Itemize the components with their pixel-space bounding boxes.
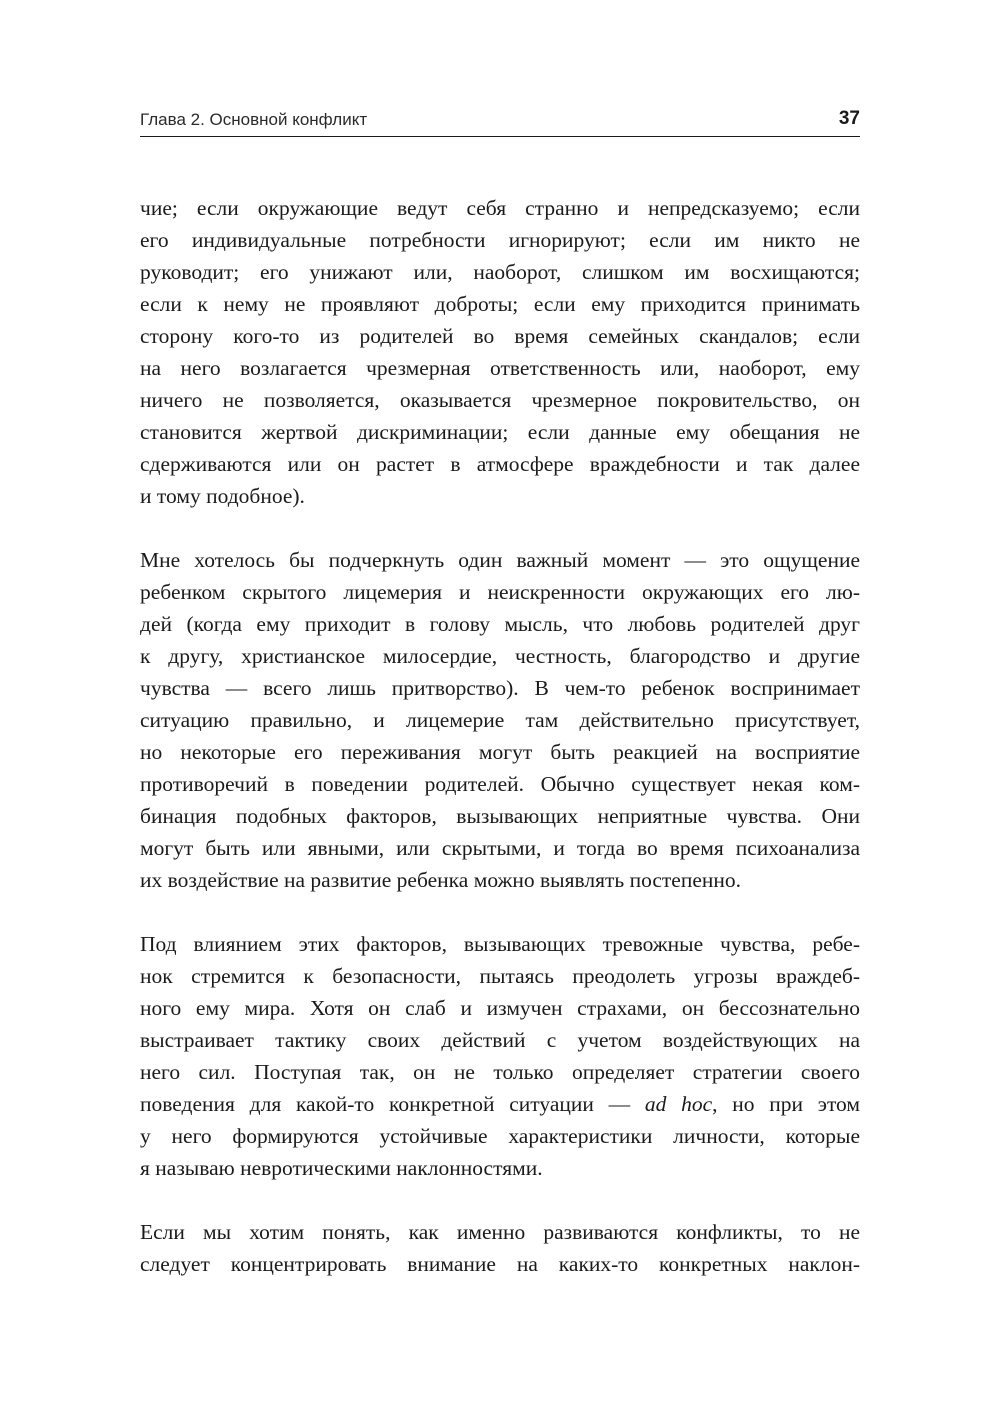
paragraph-2 xyxy=(140,544,860,896)
text-line: ребенком скрытого лицемерия и неискренности окружающих его лю- xyxy=(140,580,860,604)
paragraph-4 xyxy=(140,1216,860,1280)
text-line: нок стремится к безопасности, пытаясь преодолеть угрозы враждеб- xyxy=(140,964,860,988)
text-line: сторону кого-то из родителей во время семейных скандалов; если xyxy=(140,324,860,348)
header-rule xyxy=(140,136,860,137)
running-head xyxy=(140,108,860,134)
text-line: ничего не позволяется, оказывается чрезмерное покровительство, он xyxy=(140,388,860,412)
text-line: к другу, христианское милосердие, честность, благородство и другие xyxy=(140,644,860,668)
body-text xyxy=(140,192,860,1280)
text-line: у него формируются устойчивые характеристики личности, которые xyxy=(140,1124,860,1148)
chapter-title: Глава 2. Основной конфликт xyxy=(140,110,368,129)
text-line: их воздействие на развитие ребенка можно выявлять постепенно. xyxy=(140,868,742,892)
text-line: выстраивает тактику своих действий с учетом воздействующих на xyxy=(140,1028,860,1052)
text-line: противоречий в поведении родителей. Обычно существует некая ком- xyxy=(140,772,860,796)
text-line: бинация подобных факторов, вызывающих неприятные чувства. Они xyxy=(140,804,860,828)
text-line: поведения для какой-то конкретной ситуации — ad hoc, но при этом xyxy=(140,1092,861,1116)
text-line: его индивидуальные потребности игнорируют; если им никто не xyxy=(140,228,860,252)
text-line: ного ему мира. Хотя он слаб и измучен страхами, он бессознательно xyxy=(140,996,860,1020)
page-number: 37 xyxy=(838,108,860,129)
text-line: следует концентрировать внимание на каких-то конкретных наклон- xyxy=(140,1252,860,1276)
text-line: становится жертвой дискриминации; если данные ему обещания не xyxy=(140,420,860,444)
paragraph-1 xyxy=(140,192,860,512)
text-line: Мне хотелось бы подчеркнуть один важный момент — это ощущение xyxy=(140,548,860,572)
text-line: Под влиянием этих факторов, вызывающих тревожные чувства, ребе- xyxy=(140,932,860,956)
text-line: дей (когда ему приходит в голову мысль, что любовь родителей друг xyxy=(140,612,860,636)
text-line: Если мы хотим понять, как именно развиваются конфликты, то не xyxy=(140,1220,860,1244)
paragraph-3 xyxy=(140,928,860,1184)
text-line: чие; если окружающие ведут себя странно и непредсказуемо; если xyxy=(140,196,860,220)
text-line: могут быть или явными, или скрытыми, и тогда во время психоанализа xyxy=(140,836,860,860)
text-line: если к нему не проявляют доброты; если ему приходится принимать xyxy=(140,292,860,316)
text-line: ситуацию правильно, и лицемерие там действительно присутствует, xyxy=(140,708,860,732)
text-line: сдерживаются или он растет в атмосфере враждебности и так далее xyxy=(140,452,860,476)
text-line: руководит; его унижают или, наоборот, слишком им восхищаются; xyxy=(140,260,860,284)
text-line: я называю невротическими наклонностями. xyxy=(140,1156,543,1180)
text-line: на него возлагается чрезмерная ответственность или, наоборот, ему xyxy=(140,356,860,380)
text-line: но некоторые его переживания могут быть реакцией на восприятие xyxy=(140,740,860,764)
text-line: и тому подобное). xyxy=(140,484,305,508)
text-line: него сил. Поступая так, он не только определяет стратегии своего xyxy=(140,1060,860,1084)
text-line: чувства — всего лишь притворство). В чем-то ребенок воспринимает xyxy=(140,676,860,700)
